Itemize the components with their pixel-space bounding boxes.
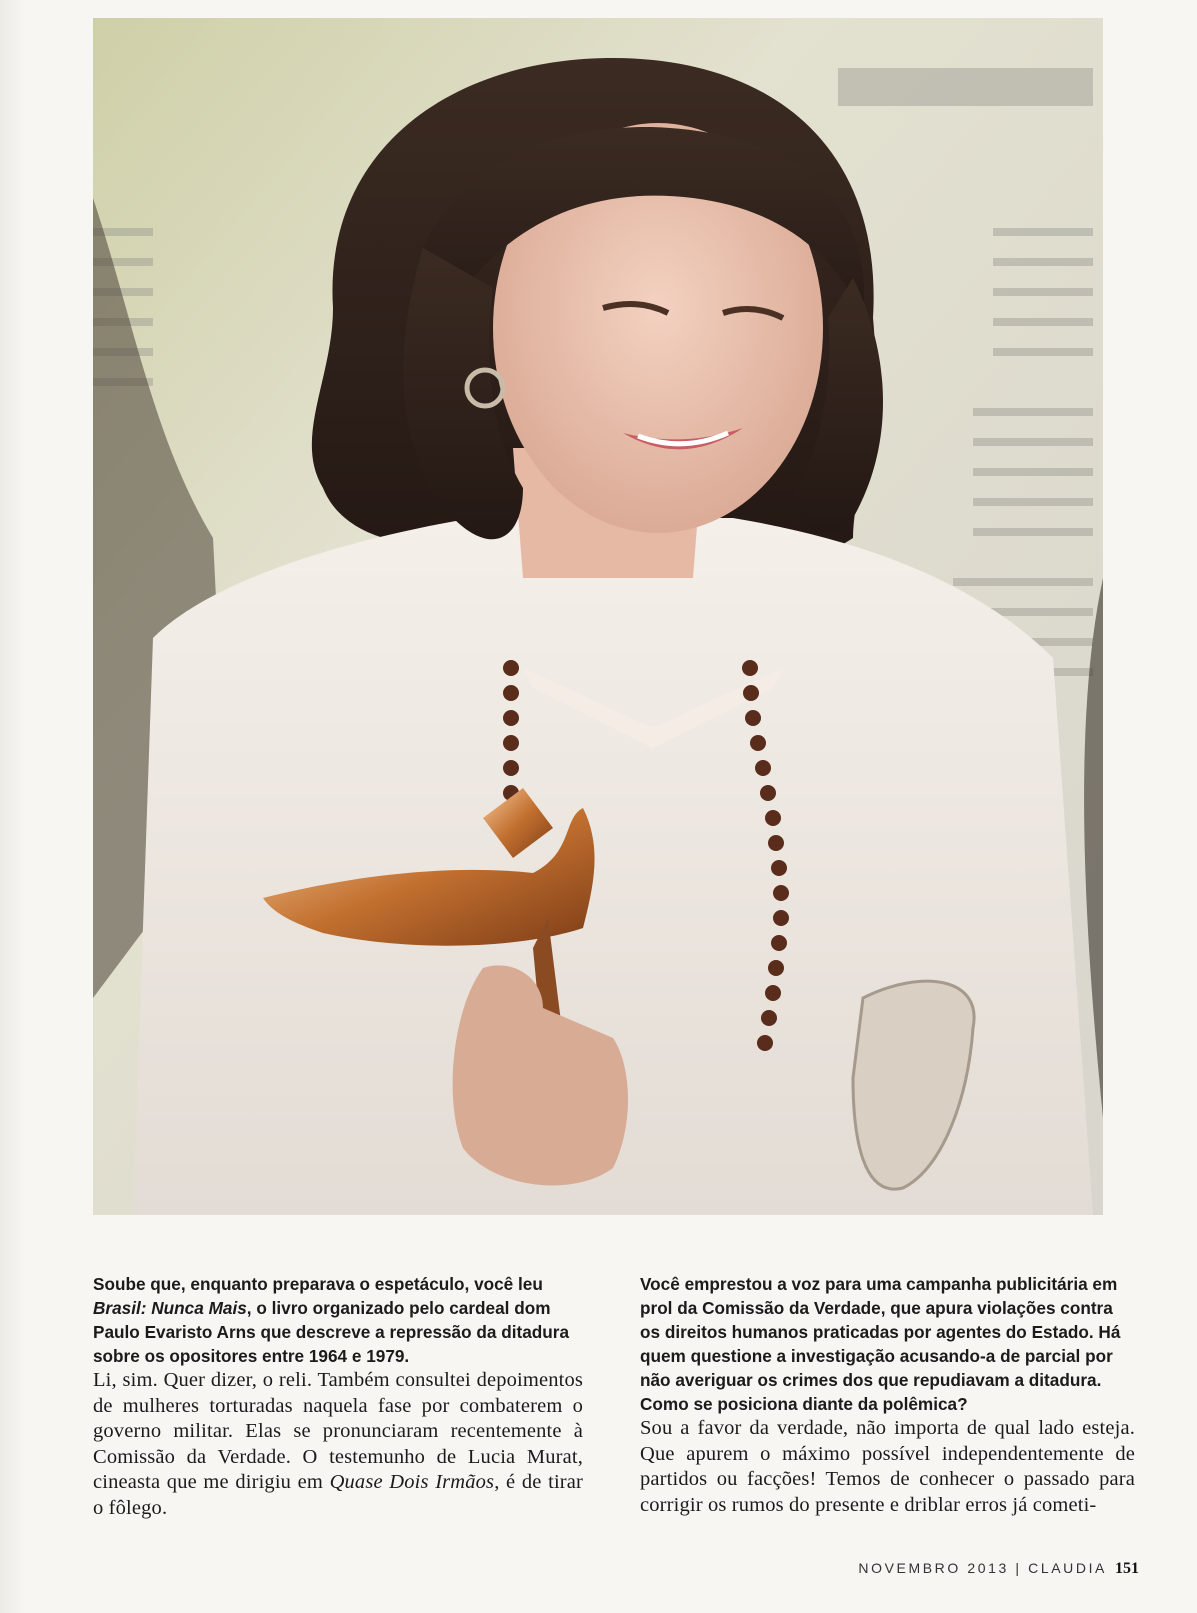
left-column [93, 1272, 583, 1522]
page-number: 151 [1115, 1560, 1139, 1577]
portrait-photo [93, 18, 1103, 1215]
interview-answer: Li, sim. Quer dizer, o reli. Também consultei depoimentos de mulheres torturadas naquela fase por combaterem o governo militar. Elas se pronunciaram recentemente à Comissão da Verdade. O testemunho de Lucia Murat, cineasta que me dirigiu em Quase Dois Irmãos, é de tirar o fôlego. [93, 1369, 583, 1519]
page-edge [0, 0, 26, 1613]
page-footer [858, 1560, 1139, 1578]
portrait-with-trophy-image [93, 18, 1103, 1215]
interview-question: Soube que, enquanto preparava o espetáculo, você leu Brasil: Nunca Mais, o livro organizado pelo cardeal dom Paulo Evaristo Arns que descreve a repressão da ditadura sobre os opositores entre 1964 e 1979. [93, 1274, 570, 1366]
right-column [640, 1272, 1135, 1518]
interview-question: Você emprestou a voz para uma campanha publicitária em prol da Comissão da Verdade, que apura violações contra os direitos humanos praticadas por agentes do Estado. Há quem questione a investigação acusando-a de parcial por não averiguar os crimes dos que repudiavam a ditadura. Como se posiciona diante da polêmica? [640, 1274, 1121, 1414]
interview-answer: Sou a favor da verdade, não importa de qual lado esteja. Que apurem o máximo possível independentemente de partidos ou facções! Temos de conhecer o passado para corrigir os rumos do presente e driblar erros já cometi- [640, 1417, 1135, 1516]
issue-label: NOVEMBRO 2013 | CLAUDIA [858, 1560, 1107, 1576]
